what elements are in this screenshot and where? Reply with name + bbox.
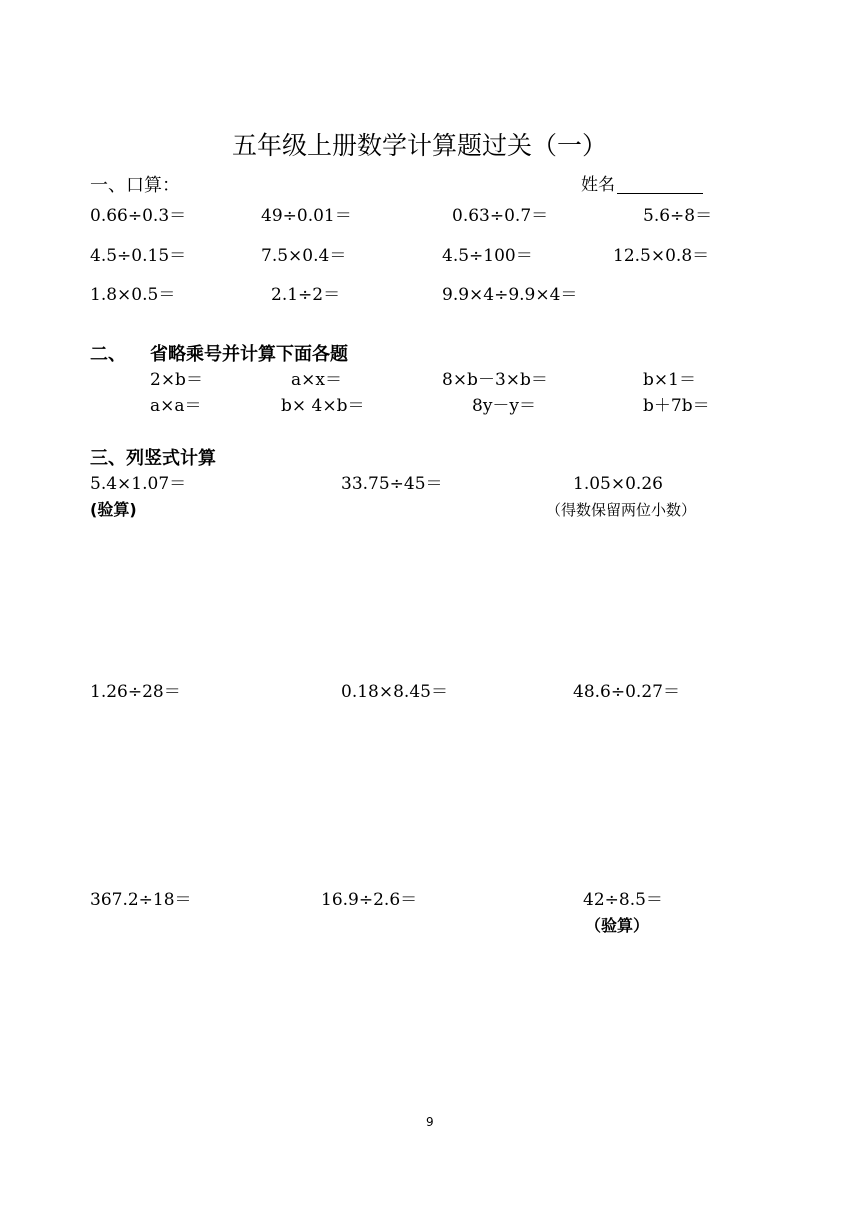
algebra-problem: b× 4×b＝ (281, 396, 365, 416)
oral-problem: 9.9×4÷9.9×4＝ (442, 285, 578, 305)
oral-problem: 49÷0.01＝ (261, 206, 352, 226)
algebra-problem: 2×b＝ (150, 370, 203, 390)
rounding-note: （得数保留两位小数） (546, 501, 697, 519)
oral-problem: 2.1÷2＝ (271, 285, 341, 305)
section3-heading: 三、列竖式计算 (90, 448, 216, 469)
name-field[interactable] (581, 177, 703, 194)
algebra-problem: a×a＝ (150, 396, 202, 416)
check-note: （验算） (585, 916, 650, 935)
algebra-problem: b×1＝ (643, 370, 696, 390)
algebra-problem: 8×b－3×b＝ (442, 370, 548, 390)
oral-problem: 5.6÷8＝ (643, 206, 713, 226)
vertical-problem: 16.9÷2.6＝ (321, 890, 418, 910)
oral-problem: 4.5÷0.15＝ (90, 246, 187, 266)
vertical-problem: 42÷8.5＝ (583, 890, 663, 910)
name-blank-line[interactable] (617, 179, 703, 194)
algebra-problem: b＋7b＝ (643, 396, 710, 416)
vertical-problem: 48.6÷0.27＝ (573, 682, 680, 702)
vertical-problem: 5.4×1.07＝ (90, 474, 187, 494)
vertical-problem: 1.05×0.26 (573, 474, 663, 494)
section2-heading-number: 二、 (90, 344, 126, 365)
check-note: (验算) (90, 500, 137, 519)
page-number: 9 (426, 1115, 434, 1129)
oral-problem: 0.63÷0.7＝ (452, 206, 549, 226)
name-label: 姓名 (581, 175, 615, 195)
page-title: 五年级上册数学计算题过关（一） (232, 131, 608, 160)
section2-heading: 省略乘号并计算下面各题 (150, 344, 348, 365)
vertical-problem: 367.2÷18＝ (90, 890, 192, 910)
algebra-problem: 8y－y＝ (472, 396, 537, 416)
vertical-problem: 33.75÷45＝ (341, 474, 443, 494)
algebra-problem: a×x＝ (291, 370, 342, 390)
oral-problem: 4.5÷100＝ (442, 246, 533, 266)
vertical-problem: 1.26÷28＝ (90, 682, 181, 702)
oral-problem: 7.5×0.4＝ (261, 246, 347, 266)
oral-problem: 12.5×0.8＝ (613, 246, 710, 266)
section1-heading: 一、口算： (90, 175, 180, 196)
oral-problem: 0.66÷0.3＝ (90, 206, 187, 226)
oral-problem: 1.8×0.5＝ (90, 285, 176, 305)
vertical-problem: 0.18×8.45＝ (341, 682, 448, 702)
